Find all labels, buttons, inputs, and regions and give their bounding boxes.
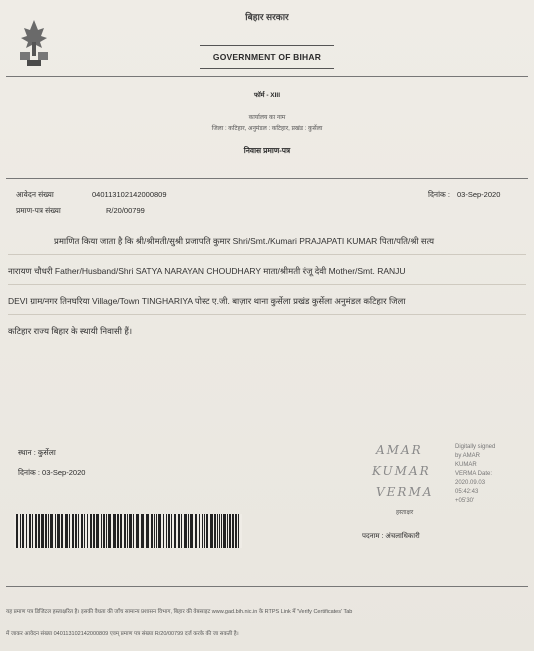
barcode-bar xyxy=(151,514,153,548)
barcode-bar xyxy=(136,514,139,548)
barcode-bar xyxy=(188,514,189,548)
form-number: फॉर्म - XIII xyxy=(253,92,281,99)
barcode-bar xyxy=(156,514,157,548)
barcode-bar xyxy=(45,514,47,548)
digital-signature-line: 05:42:43 xyxy=(455,489,479,495)
barcode-bar xyxy=(20,514,21,548)
barcode-bar xyxy=(178,514,180,548)
barcode-image xyxy=(14,514,242,548)
barcode-bar xyxy=(113,514,116,548)
barcode-bar xyxy=(219,514,220,548)
barcode-bar xyxy=(32,514,33,548)
designation: पदनाम : अंचलाधिकारी xyxy=(362,533,420,540)
body-underline-3 xyxy=(8,314,526,315)
signature-name-line-2: KUMAR xyxy=(372,464,431,478)
digital-signature-line: 2020.09.03 xyxy=(455,480,486,486)
barcode-bar xyxy=(146,514,149,548)
barcode-bar xyxy=(221,514,222,548)
barcode-bar xyxy=(35,514,37,548)
certificate-number-label: प्रमाण-पत्र संख्या xyxy=(16,206,61,215)
section-divider xyxy=(6,178,528,179)
digital-signature-block xyxy=(455,443,495,506)
barcode-bar xyxy=(232,514,234,548)
signature-label: हस्ताक्षर xyxy=(396,510,414,516)
barcode-bar xyxy=(168,514,170,548)
top-border-line xyxy=(6,76,528,77)
body-underline-2 xyxy=(8,284,526,285)
barcode-bar xyxy=(195,514,197,548)
header-divider-bottom xyxy=(200,68,334,69)
barcode-bar xyxy=(204,514,205,548)
digital-signature-line: KUMAR xyxy=(455,462,477,468)
barcode-bar xyxy=(106,514,107,548)
barcode-bar xyxy=(190,514,193,548)
barcode-bar xyxy=(69,514,70,548)
barcode-bar xyxy=(238,514,239,548)
barcode-bar xyxy=(158,514,161,548)
barcode-bar xyxy=(141,514,144,548)
barcode-bar xyxy=(206,514,208,548)
header-hindi-title: बिहार सरकार xyxy=(245,12,289,22)
digital-signature-line: VERMA Date: xyxy=(455,471,493,477)
barcode-bar xyxy=(181,514,182,548)
barcode-bar xyxy=(214,514,216,548)
barcode-bar xyxy=(127,514,128,548)
barcode-bar xyxy=(93,514,95,548)
signature-name-line-3: VERMA xyxy=(376,485,434,499)
header-government-title: GOVERNMENT OF BIHAR xyxy=(212,52,322,62)
barcode-bar xyxy=(55,514,56,548)
certificate-body-line-1: प्रमाणित किया जाता है कि श्री/श्रीमती/सुश्री प्रजापति कुमार Shri/Smt./Kumari PRAJAPATI KUMAR पिता/पति/श्री सत्य xyxy=(54,236,435,246)
barcode-bar xyxy=(163,514,164,548)
barcode-bar xyxy=(16,514,18,548)
barcode-bar xyxy=(166,514,167,548)
barcode-bar xyxy=(65,514,68,548)
footer-verification-line-1: यह प्रमाण पत्र डिजिटल हस्ताक्षरित है। इसकी वैधता की जाँच सामान्य प्रशासन विभाग, बिहार की वेबसाइट www.gad.bih.nic.in के RTPS Link में 'Verify Certificates' Tab xyxy=(6,609,353,615)
footer-divider xyxy=(6,586,528,587)
barcode-bar xyxy=(75,514,77,548)
issue-date: 03-Sep-2020 xyxy=(457,190,501,199)
barcode-bar xyxy=(174,514,176,548)
digital-signature-line: +05'30' xyxy=(455,498,475,504)
application-number-label: आवेदन संख्या xyxy=(16,190,54,199)
barcode-bar xyxy=(120,514,122,548)
barcode-bar xyxy=(129,514,132,548)
barcode-bar xyxy=(133,514,134,548)
application-number: 040113102142000809 xyxy=(92,190,167,199)
signature-name-line-1: AMAR xyxy=(376,443,423,457)
barcode-bar xyxy=(202,514,203,548)
barcode-bar xyxy=(22,514,24,548)
district-line: जिला : कटिहार, अनुमंडल : कटिहार, प्रखंड : कुर्सेला xyxy=(211,126,323,132)
barcode-bar xyxy=(124,514,126,548)
barcode-bar xyxy=(78,514,79,548)
barcode-bar xyxy=(108,514,111,548)
barcode-bar xyxy=(227,514,228,548)
barcode-bar xyxy=(184,514,187,548)
barcode-bar xyxy=(199,514,200,548)
barcode-bar xyxy=(96,514,99,548)
header-divider-top xyxy=(200,45,334,46)
barcode-bar xyxy=(57,514,60,548)
barcode-bar xyxy=(84,514,85,548)
barcode-bar xyxy=(81,514,83,548)
digital-signature-line: Digitally signed xyxy=(455,444,496,450)
office-name-label: कार्यालय का नाम xyxy=(248,115,286,121)
barcode-bar xyxy=(41,514,44,548)
certificate-body-line-2: नारायण चौधरी Father/Husband/Shri SATYA NARAYAN CHOUDHARY माता/श्रीमती रंजू देवी Mother/Smt. RANJU xyxy=(8,266,406,276)
barcode-bar xyxy=(38,514,40,548)
issue-date-label: दिनांक : xyxy=(428,190,450,199)
body-underline-1 xyxy=(8,254,526,255)
barcode-bar xyxy=(101,514,102,548)
barcode-bar xyxy=(48,514,49,548)
barcode-bar xyxy=(87,514,88,548)
barcode-bar xyxy=(117,514,119,548)
barcode-bar xyxy=(217,514,218,548)
barcode-bar xyxy=(210,514,213,548)
barcode-bar xyxy=(235,514,237,548)
barcode-bar xyxy=(223,514,226,548)
digital-signature-line: by AMAR xyxy=(455,453,481,459)
barcode-bar xyxy=(29,514,31,548)
barcode-bar xyxy=(72,514,74,548)
barcode-bar xyxy=(229,514,231,548)
barcode-bar xyxy=(90,514,92,548)
certificate-title: निवास प्रमाण-पत्र xyxy=(243,146,291,155)
certificate-body-line-4: कटिहार राज्य बिहार के स्थायी निवासी हैं। xyxy=(8,326,133,336)
barcode-bar xyxy=(50,514,53,548)
certificate-body-line-3: DEVI ग्राम/नगर तिनघरिया Village/Town TINGHARIYA पोस्ट ए.जी. बाज़ार थाना कुर्सेला प्रखंड कुर्सेला अनुमंडल कटिहार जिला xyxy=(8,296,406,306)
barcode-bar xyxy=(103,514,105,548)
place-date-label: दिनांक : 03-Sep-2020 xyxy=(18,468,86,477)
place-label: स्थान : कुर्सेला xyxy=(18,448,56,457)
certificate-number: R/20/00799 xyxy=(106,206,145,215)
barcode-bar xyxy=(26,514,27,548)
footer-verification-line-2: में जाकर आवेदन संख्या 040113102142000809 एवम् प्रमाण पत्र संख्या R/20/00799 दर्ज करके की जा सकती है। xyxy=(6,631,239,637)
barcode-bar xyxy=(61,514,63,548)
barcode-bar xyxy=(171,514,172,548)
barcode-bar xyxy=(154,514,155,548)
